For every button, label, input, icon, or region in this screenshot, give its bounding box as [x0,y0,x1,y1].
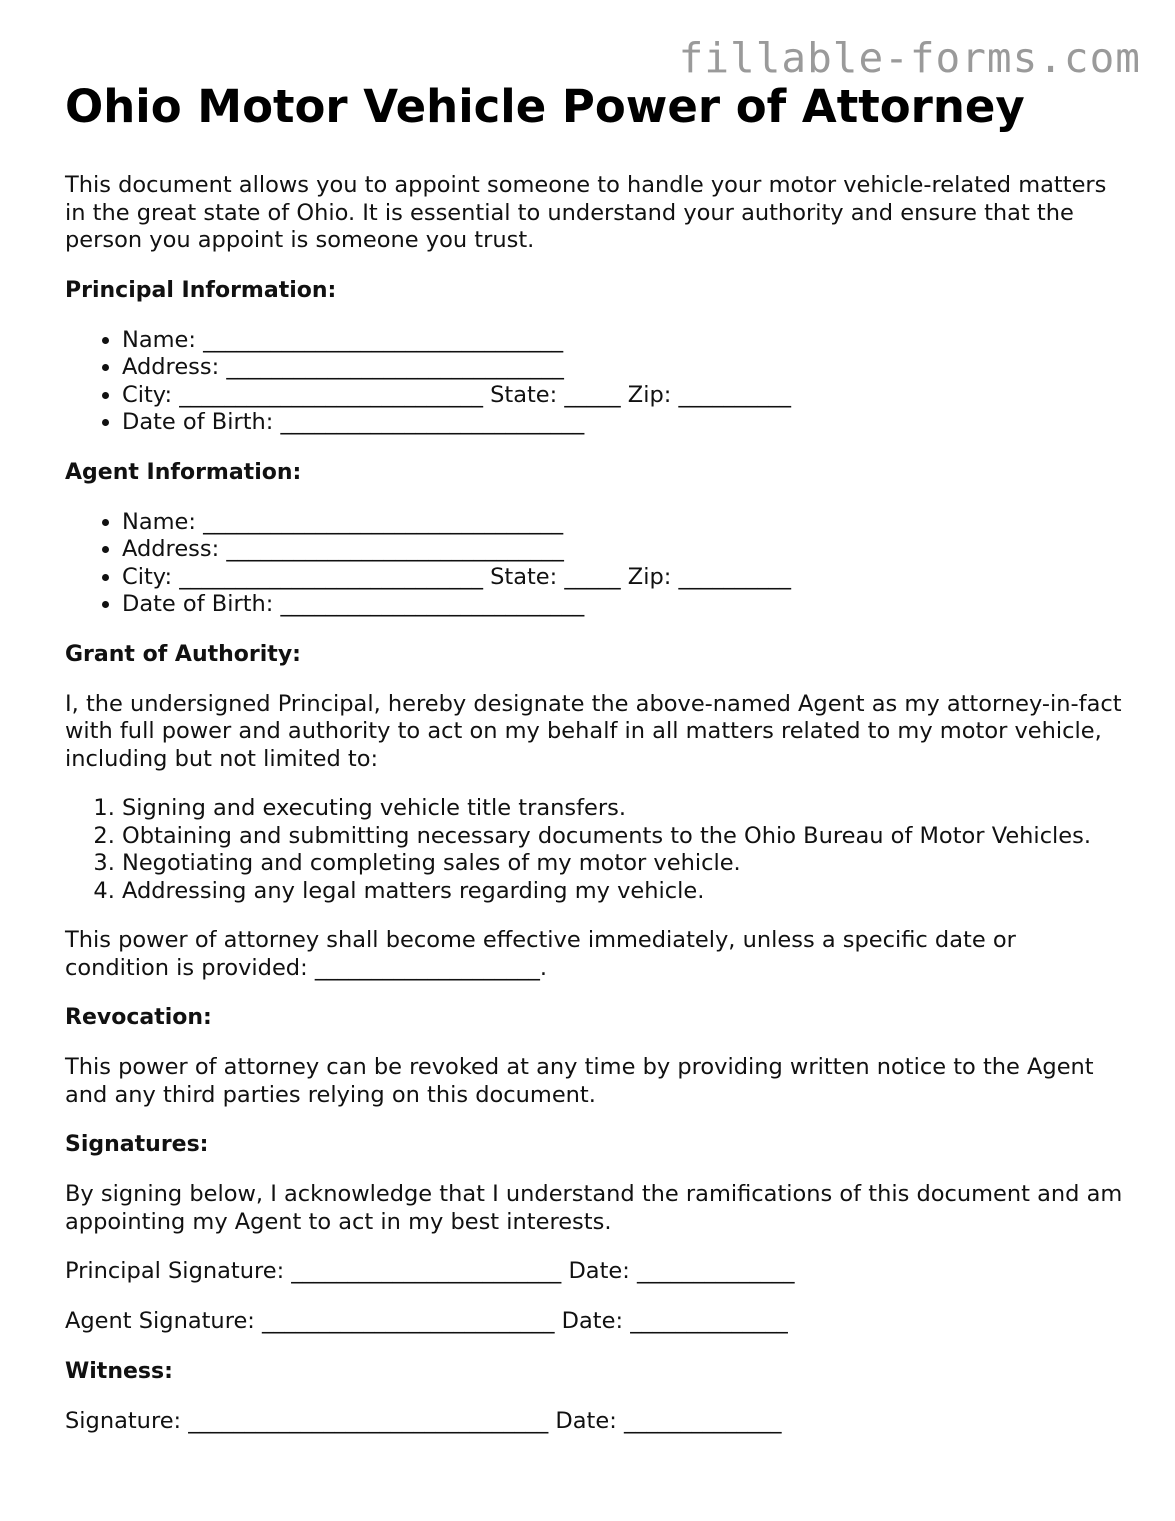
revocation-paragraph: This power of attorney can be revoked at any time by providing written notice to the Agent and any third parties relying on this document. [65,1054,1094,1108]
witness-heading: Witness: [65,1359,173,1384]
agent-address-field[interactable]: • Address: ______________________________ [122,536,1125,564]
principal-city-state-zip-field[interactable]: • City: ___________________________ State: _____ Zip: __________ [122,382,1125,410]
principal-signature-line[interactable]: Principal Signature: ________________________ Date: ______________ [65,1258,795,1284]
agent-name-field[interactable]: • Name: ________________________________ [122,509,1125,537]
witness-signature-line[interactable]: Signature: ________________________________ Date: ______________ [65,1408,782,1434]
agent-signature-line[interactable]: Agent Signature: __________________________ Date: ______________ [65,1308,788,1334]
grant-item: 3. Negotiating and completing sales of my motor vehicle. [122,850,1125,878]
effective-date-paragraph[interactable]: This power of attorney shall become effective immediately, unless a specific date or condition is provided: ____________________. [65,927,1016,981]
principal-fields [65,327,1125,437]
grant-item: 4. Addressing any legal matters regarding my vehicle. [122,878,1125,906]
revocation-heading: Revocation: [65,1005,212,1030]
principal-address-field[interactable]: • Address: ______________________________ [122,354,1125,382]
grant-paragraph: I, the undersigned Principal, hereby designate the above-named Agent as my attorney-in-fact with full power and authority to act on my behalf in all matters related to my motor vehicle, including but not limited to: [65,690,1122,772]
signatures-heading: Signatures: [65,1132,209,1157]
grant-heading: Grant of Authority: [65,641,301,667]
watermark: fillable-forms.com [678,34,1141,82]
principal-name-field[interactable]: • Name: ________________________________ [122,327,1125,355]
principal-dob-field[interactable]: • Date of Birth: ___________________________ [122,409,1125,437]
grant-item: 1. Signing and executing vehicle title transfers. [122,795,1125,823]
grant-list [65,795,1125,905]
document-page [65,80,1125,1458]
intro-paragraph: This document allows you to appoint someone to handle your motor vehicle-related matters in the great state of Ohio. It is essential to understand your authority and ensure that the person you appoint is someone you trust. [65,172,1107,253]
page-title: Ohio Motor Vehicle Power of Attorney [65,80,1025,133]
agent-dob-field[interactable]: • Date of Birth: ___________________________ [122,591,1125,619]
principal-heading: Principal Information: [65,277,337,303]
agent-heading: Agent Information: [65,459,302,485]
signatures-paragraph: By signing below, I acknowledge that I understand the ramifications of this document and am appointing my Agent to act in my best interests. [65,1181,1123,1235]
agent-city-state-zip-field[interactable]: • City: ___________________________ State: _____ Zip: __________ [122,564,1125,592]
agent-fields [65,509,1125,619]
grant-item: 2. Obtaining and submitting necessary documents to the Ohio Bureau of Motor Vehicles. [122,823,1125,851]
